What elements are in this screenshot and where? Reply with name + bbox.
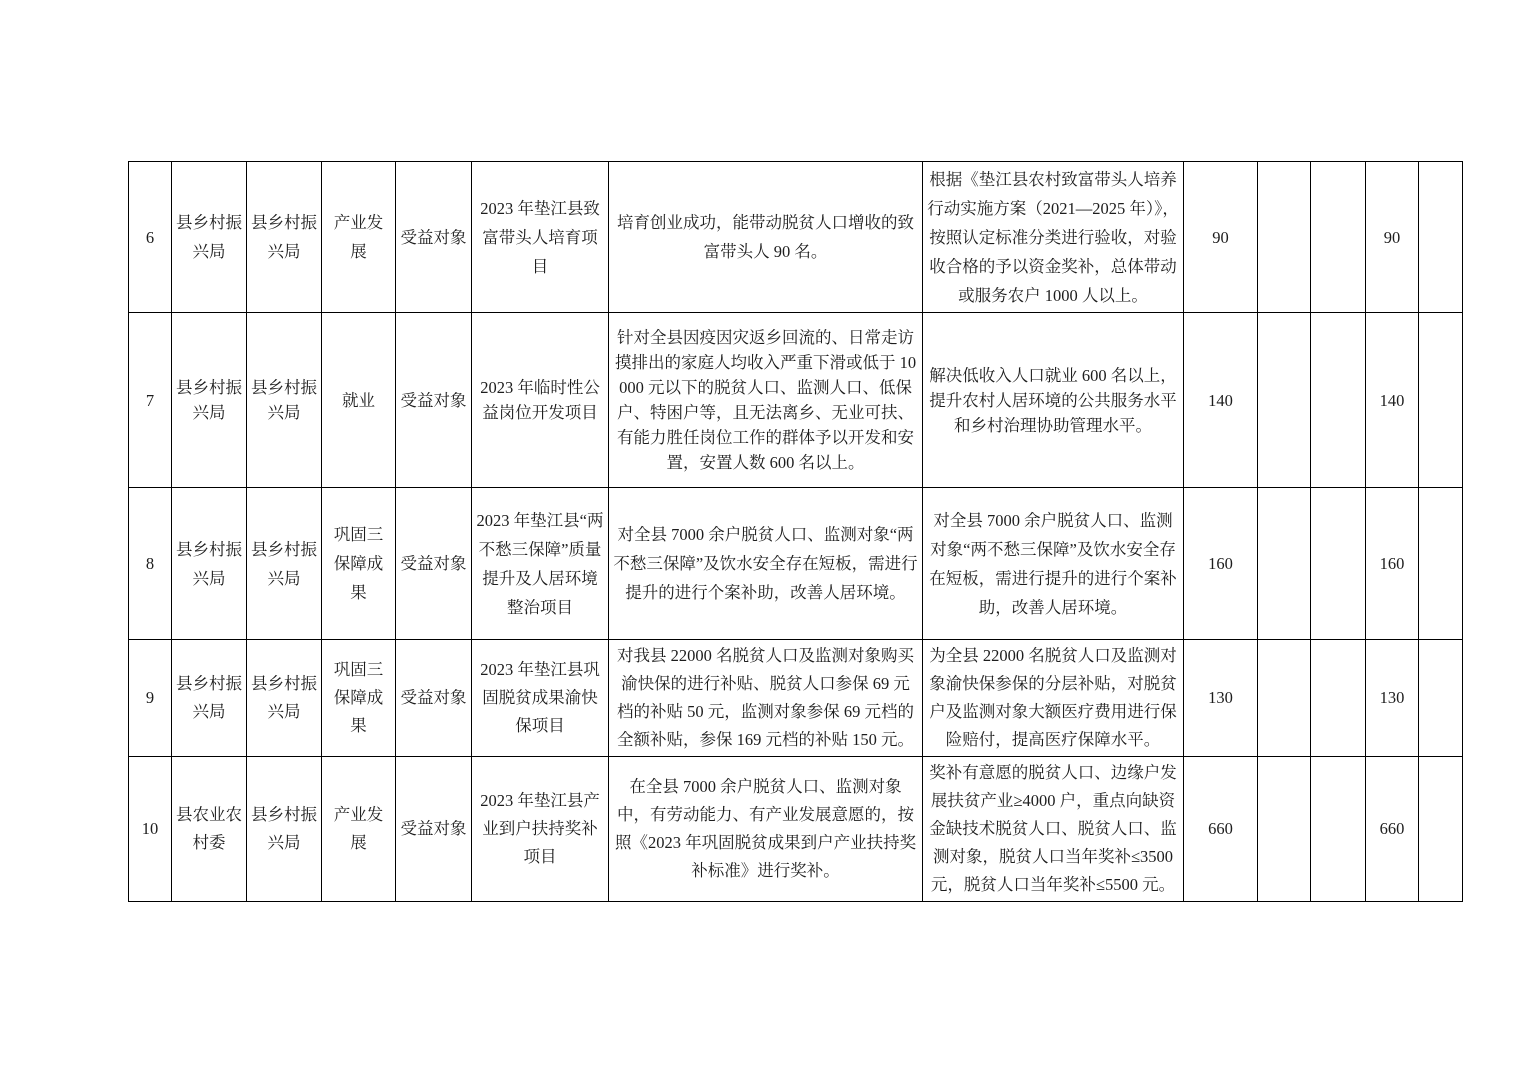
cell-fund-a: 660 [1184,757,1258,902]
cell-beneficiary: 受益对象 [396,488,472,640]
cell-serial-no: 7 [129,313,172,488]
cell-fund-a: 90 [1184,162,1258,313]
cell-build-task: 对我县 22000 名脱贫人口及监测对象购买渝快保的进行补贴、脱贫人口参保 69 元档的补贴 50 元，监测对象参保 69 元档的全额补贴，参保 169 元档的补贴 150 元。 [609,640,923,757]
cell-fund-e [1419,640,1463,757]
table-row [129,488,1463,640]
table-row [129,313,1463,488]
cell-build-task: 针对全县因疫因灾返乡回流的、日常走访摸排出的家庭人均收入严重下滑或低于 10000 元以下的脱贫人口、监测人口、低保户、特困户等，且无法离乡、无业可扶、有能力胜任岗位工作的群体予以开发和安置，安置人数 600 名以上。 [609,313,923,488]
cell-implementing-unit: 县乡村振兴局 [247,488,322,640]
cell-implementing-unit: 县乡村振兴局 [247,757,322,902]
projects-table [128,161,1463,902]
cell-build-task: 对全县 7000 余户脱贫人口、监测对象“两不愁三保障”及饮水安全存在短板，需进行提升的进行个案补助，改善人居环境。 [609,488,923,640]
table-row [129,162,1463,313]
cell-expected-benefit: 为全县 22000 名脱贫人口及监测对象渝快保参保的分层补贴，对脱贫户及监测对象大额医疗费用进行保险赔付，提高医疗保障水平。 [923,640,1184,757]
cell-expected-benefit: 根据《垫江县农村致富带头人培养行动实施方案（2021—2025 年）》，按照认定标准分类进行验收，对验收合格的予以资金奖补，总体带动或服务农户 1000 人以上。 [923,162,1184,313]
cell-implementing-unit: 县乡村振兴局 [247,313,322,488]
cell-project-name: 2023 年临时性公益岗位开发项目 [472,313,609,488]
cell-fund-d: 90 [1366,162,1419,313]
cell-fund-c [1311,488,1366,640]
cell-fund-b [1258,640,1311,757]
cell-fund-d: 130 [1366,640,1419,757]
cell-expected-benefit: 对全县 7000 余户脱贫人口、监测对象“两不愁三保障”及饮水安全存在短板，需进行提升的进行个案补助，改善人居环境。 [923,488,1184,640]
cell-fund-d: 140 [1366,313,1419,488]
cell-fund-c [1311,162,1366,313]
cell-project-name: 2023 年垫江县“两不愁三保障”质量提升及人居环境整治项目 [472,488,609,640]
cell-fund-c [1311,757,1366,902]
cell-serial-no: 9 [129,640,172,757]
cell-fund-c [1311,640,1366,757]
cell-responsible-unit: 县乡村振兴局 [172,313,247,488]
table-row [129,757,1463,902]
cell-fund-e [1419,313,1463,488]
cell-serial-no: 10 [129,757,172,902]
cell-fund-d: 160 [1366,488,1419,640]
cell-beneficiary: 受益对象 [396,640,472,757]
cell-project-type: 产业发展 [322,162,396,313]
cell-project-type: 巩固三保障成果 [322,488,396,640]
cell-fund-d: 660 [1366,757,1419,902]
cell-build-task: 培育创业成功，能带动脱贫人口增收的致富带头人 90 名。 [609,162,923,313]
cell-build-task: 在全县 7000 余户脱贫人口、监测对象中，有劳动能力、有产业发展意愿的，按照《2023 年巩固脱贫成果到户产业扶持奖补标准》进行奖补。 [609,757,923,902]
cell-responsible-unit: 县乡村振兴局 [172,162,247,313]
cell-expected-benefit: 解决低收入人口就业 600 名以上，提升农村人居环境的公共服务水平和乡村治理协助管理水平。 [923,313,1184,488]
cell-beneficiary: 受益对象 [396,313,472,488]
cell-fund-e [1419,162,1463,313]
cell-fund-b [1258,313,1311,488]
cell-fund-a: 130 [1184,640,1258,757]
cell-fund-a: 140 [1184,313,1258,488]
cell-project-type: 就业 [322,313,396,488]
table-row [129,640,1463,757]
cell-project-type: 巩固三保障成果 [322,640,396,757]
cell-project-name: 2023 年垫江县致富带头人培育项目 [472,162,609,313]
cell-responsible-unit: 县乡村振兴局 [172,488,247,640]
cell-responsible-unit: 县农业农村委 [172,757,247,902]
cell-implementing-unit: 县乡村振兴局 [247,162,322,313]
cell-responsible-unit: 县乡村振兴局 [172,640,247,757]
table-body [129,162,1463,902]
cell-project-type: 产业发展 [322,757,396,902]
cell-project-name: 2023 年垫江县产业到户扶持奖补项目 [472,757,609,902]
cell-fund-c [1311,313,1366,488]
cell-fund-e [1419,757,1463,902]
cell-implementing-unit: 县乡村振兴局 [247,640,322,757]
cell-fund-b [1258,162,1311,313]
cell-serial-no: 6 [129,162,172,313]
cell-serial-no: 8 [129,488,172,640]
cell-fund-b [1258,488,1311,640]
cell-beneficiary: 受益对象 [396,162,472,313]
cell-fund-a: 160 [1184,488,1258,640]
cell-fund-e [1419,488,1463,640]
cell-fund-b [1258,757,1311,902]
cell-project-name: 2023 年垫江县巩固脱贫成果渝快保项目 [472,640,609,757]
cell-expected-benefit: 奖补有意愿的脱贫人口、边缘户发展扶贫产业≥4000 户，重点向缺资金缺技术脱贫人口、脱贫人口、监测对象，脱贫人口当年奖补≤3500 元，脱贫人口当年奖补≤5500 元。 [923,757,1184,902]
cell-beneficiary: 受益对象 [396,757,472,902]
